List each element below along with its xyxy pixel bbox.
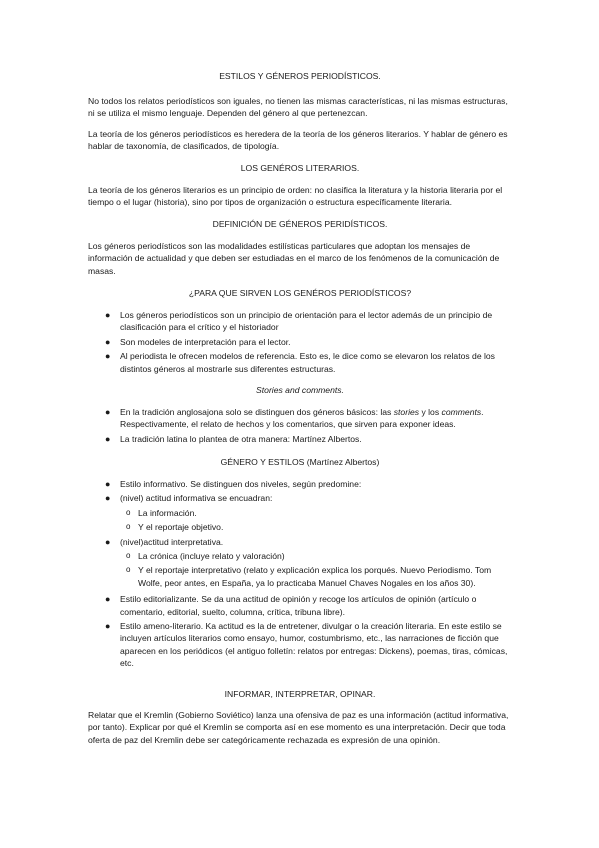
list-item: ● Estilo editorializante. Se da una actitud de opinión y recoge los artículos de opinión (artículo o comentario, editorial, suelto, columna, crítica, tribuna libre). bbox=[105, 594, 477, 617]
document-title: ESTILOS Y GÉNEROS PERIODÍSTICOS. bbox=[219, 71, 381, 81]
bullet-icon: ● bbox=[105, 493, 111, 504]
heading-stories-comments: Stories and comments. bbox=[256, 385, 344, 395]
bullet-icon: ● bbox=[105, 433, 111, 444]
list-item: ● Al periodista le ofrecen modelos de referencia. Esto es, le dice como se elevaron los relatos de los distintos géneros al mostrarle sus diferentes estructuras. bbox=[105, 351, 495, 374]
list-item: ● Los géneros periodísticos son un principio de orientación para el lector además de un principio de clasificación para el crítico y el historiador bbox=[105, 310, 493, 333]
list-item: ● Estilo ameno-literario. Ka actitud es la de entretener, divulgar o la creación literaria. En este estilo se incluyen artículos literarios como ensayo, humor, costumbrismo, etc., las narraciones de ficción que aparecen en los periódicos (el antiguo folletín: relatos por entregas: Dickens), poemas, tiras, cómicas, etc. bbox=[105, 621, 508, 669]
list-item: o La crónica (incluye relato y valoración) bbox=[126, 551, 285, 562]
heading-definicion: DEFINICIÓN DE GÉNEROS PERIDÍSTICOS. bbox=[212, 219, 388, 229]
paragraph-definicion: Los géneros periodísticos son las modalidades estilísticas particulares que adoptan los mensajes de información de actualidad y que deben ser estudiadas en el marco de los fenómenos de la comunicación de masas. bbox=[88, 241, 500, 276]
list-item: ● Son modeles de interpretación para el lector. bbox=[105, 336, 291, 347]
heading-informar-interpretar: INFORMAR, INTERPRETAR, OPINAR. bbox=[224, 689, 376, 699]
intro-paragraph-2: La teoría de los géneros periodísticos es heredera de la teoría de los géneros literarios. Y hablar de género es hablar de taxonomía, de clasificados, de tipología. bbox=[88, 129, 508, 152]
list-item: ● (nivel) actitud informativa se encuadran: bbox=[105, 493, 273, 504]
bullet-icon: ● bbox=[105, 479, 111, 489]
list-item: ● (nivel)actitud interpretativa. bbox=[105, 536, 224, 547]
paragraph-final: Relatar que el Kremlin (Gobierno Soviético) lanza una ofensiva de paz es una información (actitud informativa, por tanto). Explicar por qué el Kremlin se comporta así en ese momento es una interpretación. Decir que toda oferta de paz del Kremlin debe ser categóricamente rechazada es expresión de una opinión. bbox=[88, 710, 509, 745]
list-para-que-sirven bbox=[88, 309, 512, 375]
list-item: o Y el reportaje interpretativo (relato y explicación explica los porqués. Nuevo Periodismo. Tom Wolfe, peor antes, en España, ya lo practicaba Manuel Chaves Nogales en los años 30). bbox=[126, 565, 492, 588]
heading-generos-literarios: LOS GENÉROS LITERARIOS. bbox=[240, 163, 360, 173]
intro-paragraph-1: No todos los relatos periodísticos son iguales, no tienen las mismas características, ni las mismas estructuras, ni se utiliza el mismo lenguaje. Dependen del género al que pertenezcan. bbox=[88, 96, 508, 119]
circle-bullet-icon: o bbox=[126, 565, 131, 575]
list-item: o La información. bbox=[126, 507, 197, 518]
list-item: ● Estilo informativo. Se distinguen dos niveles, según predomine: bbox=[105, 479, 362, 489]
circle-bullet-icon: o bbox=[126, 507, 131, 517]
circle-bullet-icon: o bbox=[126, 551, 131, 561]
heading-genero-estilos: GÉNERO Y ESTILOS (Martínez Albertos) bbox=[220, 457, 380, 467]
bullet-icon: ● bbox=[105, 621, 111, 632]
bullet-icon: ● bbox=[105, 310, 111, 320]
heading-para-que-sirven: ¿PARA QUE SIRVEN LOS GENÉROS PERIODÍSTICOS? bbox=[188, 288, 412, 298]
list-estilos bbox=[88, 478, 512, 670]
list-item: o Y el reportaje objetivo. bbox=[126, 522, 224, 533]
list-item: ● En la tradición anglosajona solo se distinguen dos géneros básicos: las stories y los comments. Respectivamente, el relato de hechos y los comentarios, que sirven para exponer ideas. bbox=[105, 407, 484, 430]
list-item: ● La tradición latina lo plantea de otra manera: Martínez Albertos. bbox=[105, 433, 362, 444]
bullet-icon: ● bbox=[105, 407, 111, 417]
bullet-icon: ● bbox=[105, 536, 111, 547]
bullet-icon: ● bbox=[105, 336, 111, 347]
paragraph-generos-literarios: La teoría de los géneros literarios es un principio de orden: no clasifica la literatura y la historia literaria por el tiempo o el lugar (historia), sino por tipos de organización o estructura específicamente literaria. bbox=[88, 185, 503, 208]
bullet-icon: ● bbox=[105, 351, 111, 362]
bullet-icon: ● bbox=[105, 594, 111, 605]
circle-bullet-icon: o bbox=[126, 522, 131, 532]
list-stories-comments bbox=[88, 406, 512, 445]
